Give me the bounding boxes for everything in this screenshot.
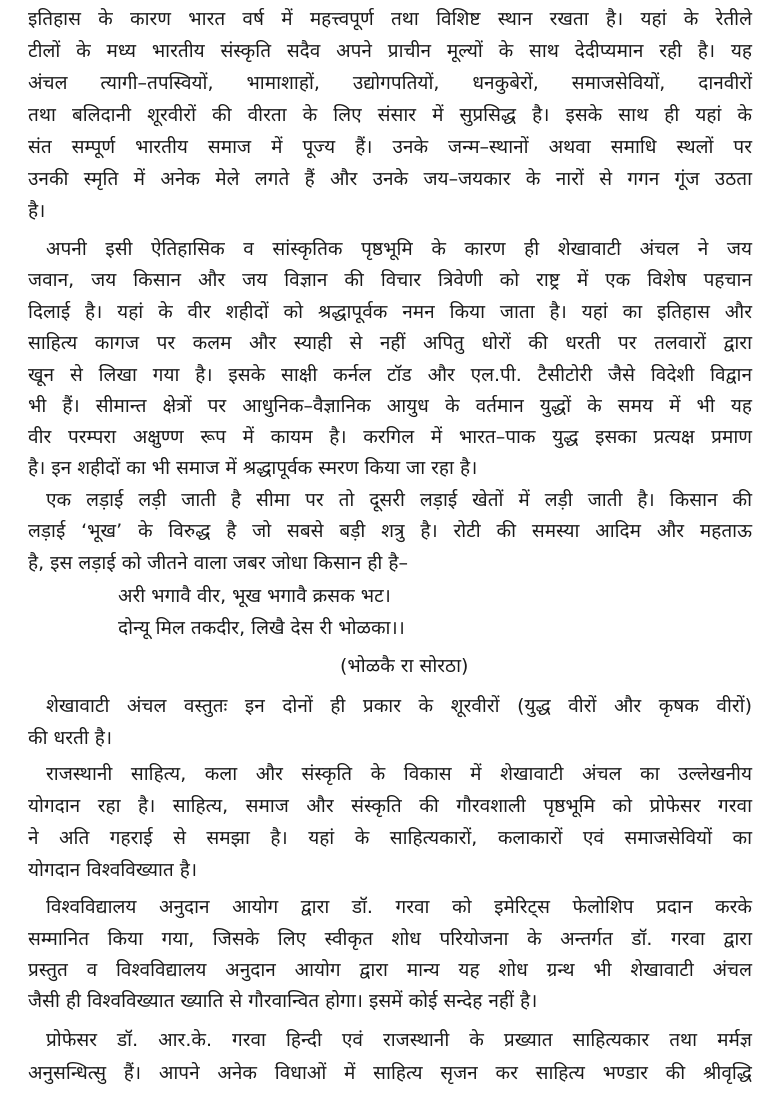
text-line: भी हैं। सीमान्त क्षेत्रों पर आधुनिक–वैज्ञानिक आयुध के वर्तमान युद्धों के समय में भी यह xyxy=(28,395,752,417)
text-line: की धरती है। xyxy=(28,727,113,749)
text-line: लड़ाई ‘भूख’ के विरुद्ध है जो सबसे बड़ी शत्रु है। रोटी की समस्या आदिम और महताऊ xyxy=(28,520,752,542)
text-line: संत सम्पूर्ण भारतीय समाज में पूज्य हैं। उनके जन्म–स्थानों अथवा समाधि स्थलों पर xyxy=(28,136,752,158)
text-line: खून से लिखा गया है। इसके साक्षी कर्नल टॉड और एल.पी. टैसीटोरी जैसे विदेशी विद्वान xyxy=(28,364,752,386)
text-line: है। xyxy=(28,200,46,222)
text-line: राजस्थानी साहित्य, कला और संस्कृति के विकास में शेखावाटी अंचल का उल्लेखनीय xyxy=(46,763,752,785)
text-line: है। इन शहीदों का भी समाज में श्रद्धापूर्वक स्मरण किया जा रहा है। xyxy=(28,457,478,479)
text-line: उनकी स्मृति में अनेक मेले लगते हैं और उनके जय–जयकार के नारों से गगन गूंज उठता xyxy=(28,168,752,190)
text-line: अपनी इसी ऐतिहासिक व सांस्कृतिक पृष्ठभूमि के कारण ही शेखावाटी अंचल ने जय xyxy=(46,238,752,260)
text-line: ने अति गहराई से समझा है। यहां के साहित्यकारों, कलाकारों एवं समाजसेवियों का xyxy=(28,827,752,849)
verse-attribution: (भोळकै रा सोरठा) xyxy=(340,655,469,677)
text-line: योगदान रहा है। साहित्य, समाज और संस्कृति की गौरवशाली पृष्ठभूमि को प्रोफेसर गरवा xyxy=(28,795,752,817)
text-line: अनुसन्धित्सु हैं। आपने अनेक विधाओं में साहित्य सृजन कर साहित्य भण्डार की श्रीवृद्धि xyxy=(28,1062,752,1084)
text-line: टीलों के मध्य भारतीय संस्कृति सदैव अपने प्राचीन मूल्यों के साथ देदीप्यमान रही है। यह xyxy=(28,40,752,62)
text-line: शेखावाटी अंचल वस्तुतः इन दोनों ही प्रकार के शूरवीरों (युद्ध वीरों और कृषक वीरों) xyxy=(46,695,752,717)
text-line: वीर परम्परा अक्षुण्ण रूप में कायम है। करगिल में भारत–पाक युद्ध इसका प्रत्यक्ष प्रमाण xyxy=(28,426,752,448)
text-line: इतिहास के कारण भारत वर्ष में महत्त्वपूर्ण तथा विशिष्ट स्थान रखता है। यहां के रेतीले xyxy=(28,8,752,30)
text-line: है, इस लड़ाई को जीतने वाला जबर जोधा किसान ही है– xyxy=(28,552,408,574)
verse-line: दोन्यू मिल तकदीर, लिखै देस री भोळका।। xyxy=(118,617,405,639)
text-line: एक लड़ाई लड़ी जाती है सीमा पर तो दूसरी लड़ाई खेतों में लड़ी जाती है। किसान की xyxy=(46,489,752,511)
verse-line: अरी भगावै वीर, भूख भगावै क्रसक भट। xyxy=(118,585,391,607)
text-line: साहित्य कागज पर कलम और स्याही से नहीं अपितु धोरों की धरती पर तलवारों द्वारा xyxy=(28,332,752,354)
text-line: तथा बलिदानी शूरवीरों की वीरता के लिए संसार में सुप्रसिद्ध है। इसके साथ ही यहां के xyxy=(28,104,752,126)
text-line: जैसी ही विश्वविख्यात ख्याति से गौरवान्वित होगा। इसमें कोई सन्देह नहीं है। xyxy=(28,990,538,1012)
text-line: योगदान विश्वविख्यात है। xyxy=(28,859,198,881)
text-line: प्रोफेसर डॉ. आर.के. गरवा हिन्दी एवं राजस्थानी के प्रख्यात साहित्यकार तथा मर्मज्ञ xyxy=(46,1029,752,1051)
text-line: सम्मानित किया गया, जिसके लिए स्वीकृत शोध परियोजना के अन्तर्गत डॉ. गरवा द्वारा xyxy=(28,928,752,950)
text-line: अंचल त्यागी–तपस्वियों, भामाशाहों, उद्योगपतियों, धनकुबेरों, समाजसेवियों, दानवीरों xyxy=(28,72,752,94)
text-line: जवान, जय किसान और जय विज्ञान की विचार त्रिवेणी को राष्ट्र में एक विशेष पहचान xyxy=(28,269,752,291)
text-line: विश्वविद्यालय अनुदान आयोग द्वारा डॉ. गरवा को इमेरिट्स फेलोशिप प्रदान करके xyxy=(46,896,752,918)
text-line: प्रस्तुत व विश्वविद्यालय अनुदान आयोग द्वारा मान्य यह शोध ग्रन्थ भी शेखावाटी अंचल xyxy=(28,959,752,981)
text-line: दिलाई है। यहां के वीर शहीदों को श्रद्धापूर्वक नमन किया जाता है। यहां का इतिहास और xyxy=(28,301,752,323)
